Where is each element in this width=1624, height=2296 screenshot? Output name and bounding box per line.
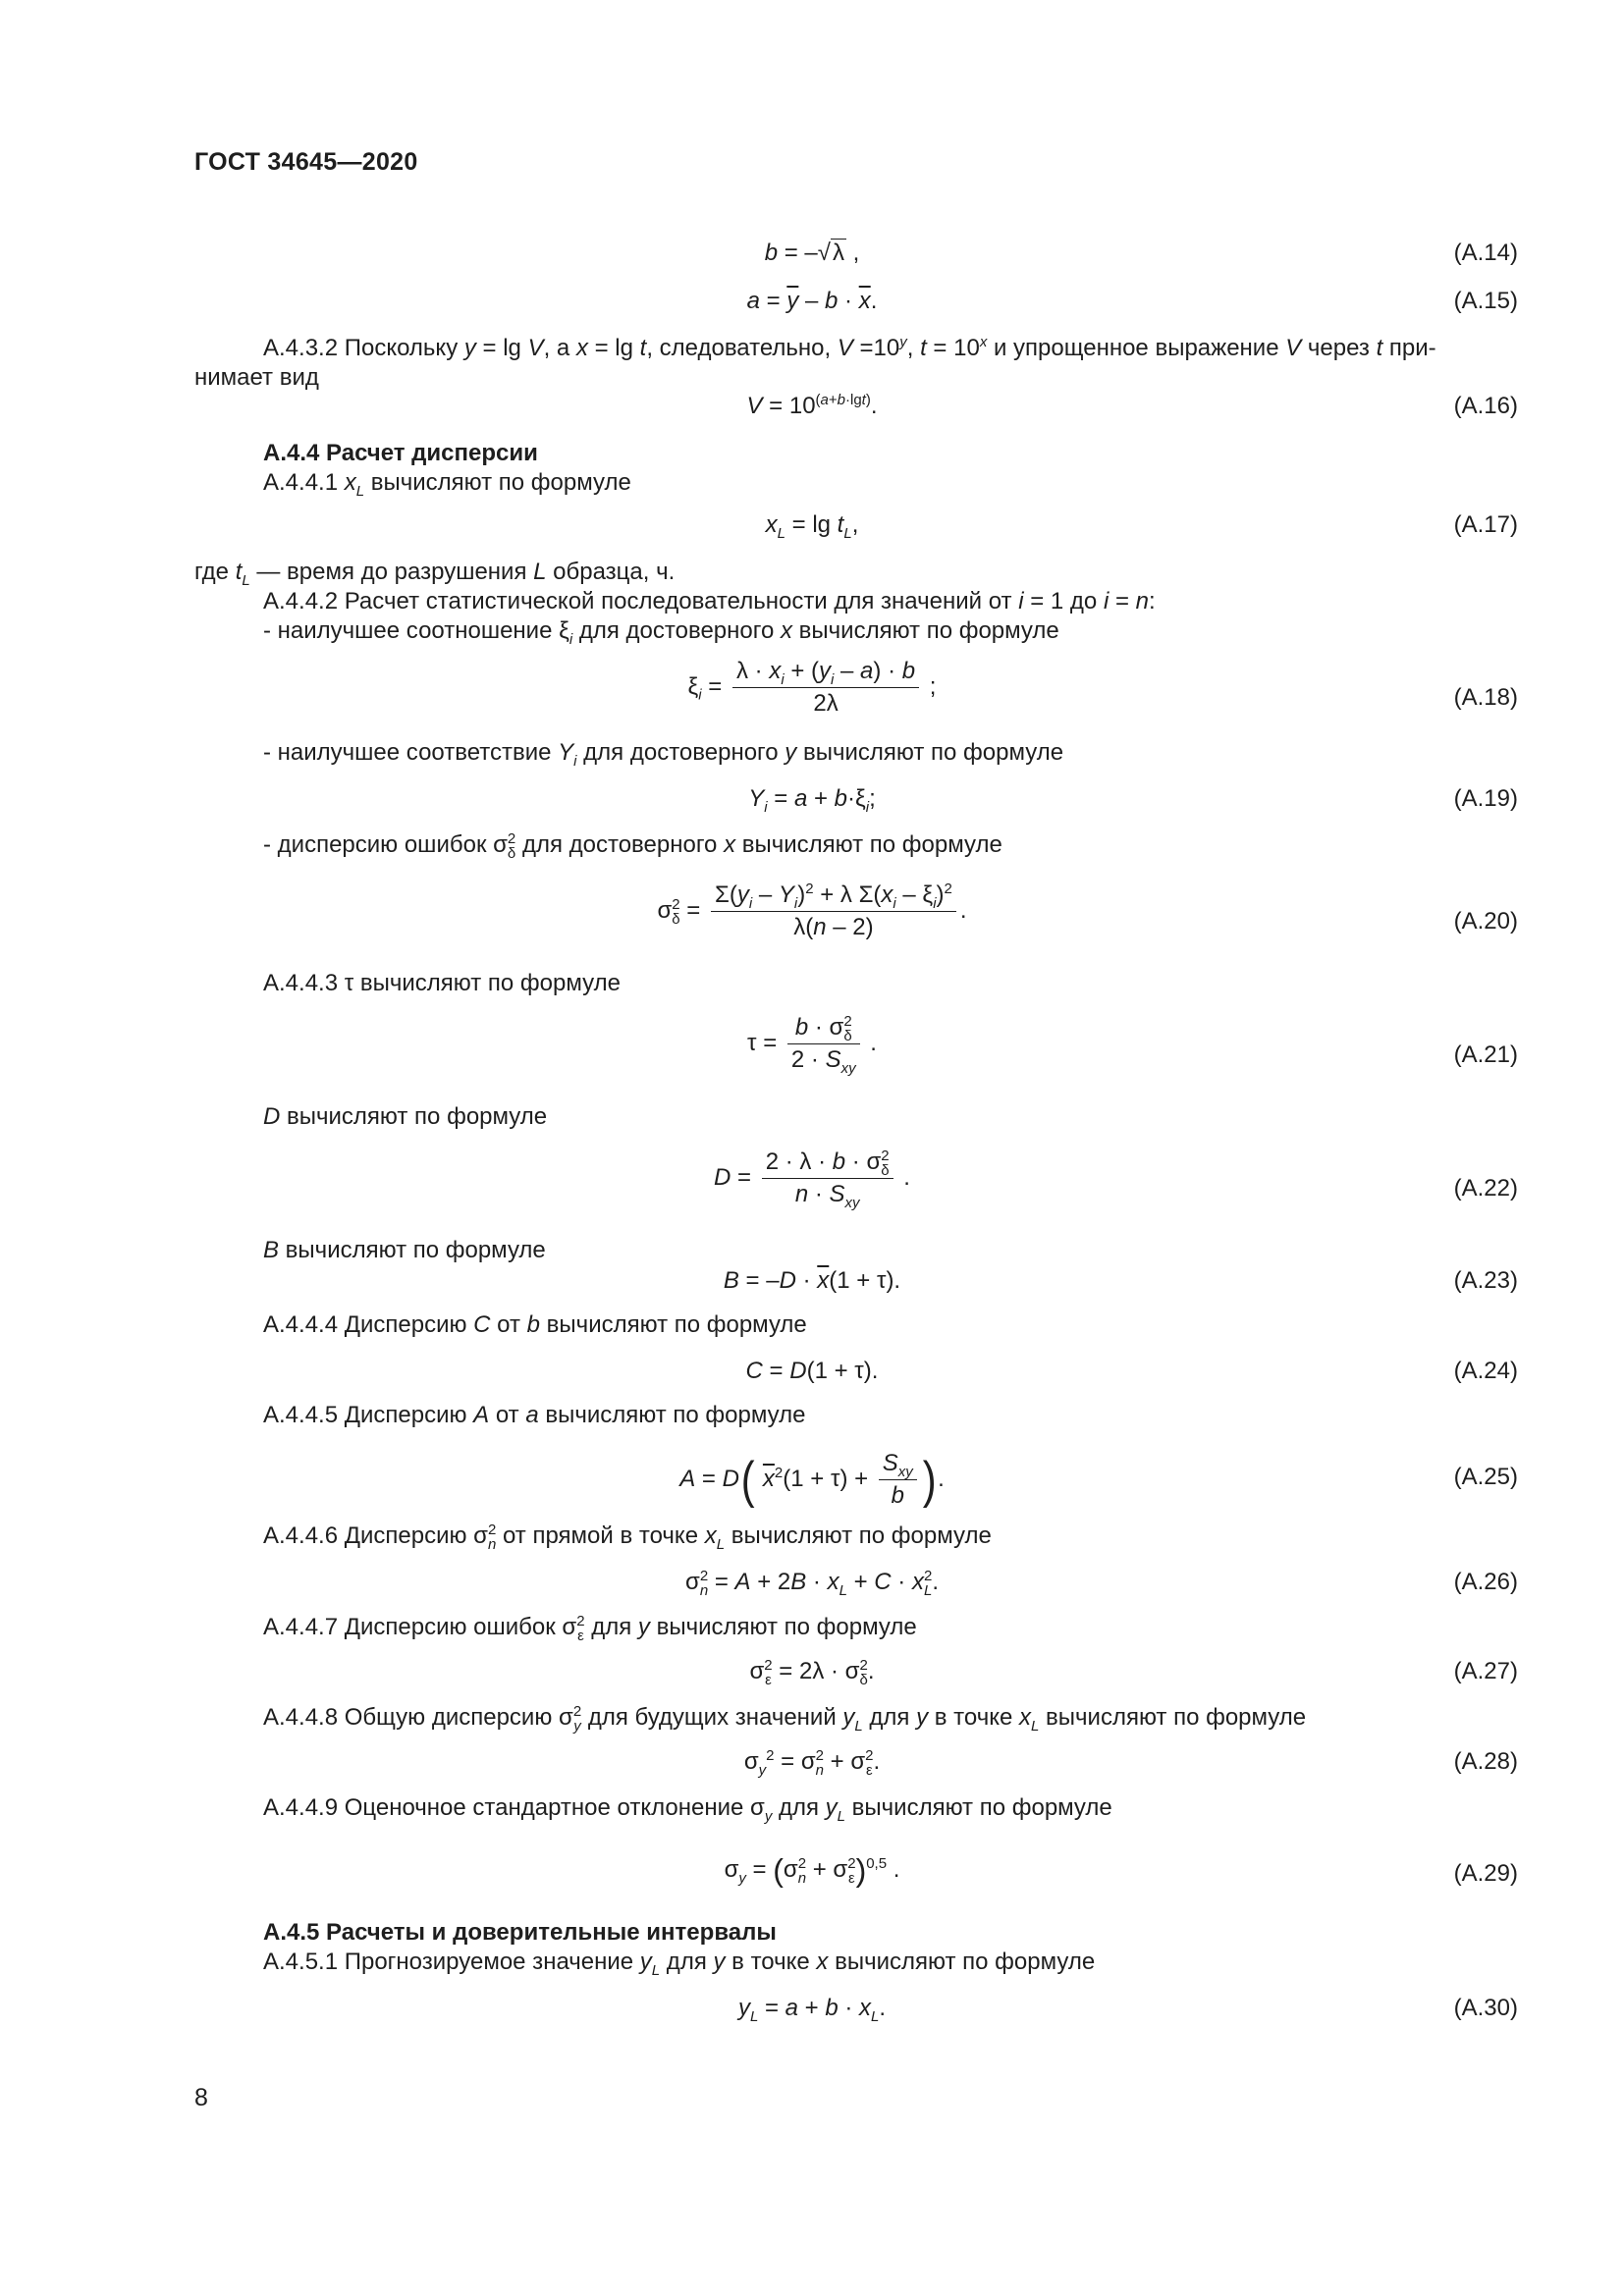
equation-number: (A.17) [1453,511,1518,538]
page-number: 8 [194,2084,208,2111]
equation-a27: σ 2 ε = 2λ · σ 2 δ . [749,1656,875,1688]
section-heading-a44: А.4.4 Расчет дисперсии [263,440,538,466]
equation-a28: $\sigma_y^2 = \sigma$ 2 n + σ 2 ε . [743,1746,881,1779]
paragraph-where: где $t_L$ — время до разрушения L образца, ч. [194,559,676,589]
equation-number: (A.27) [1453,1658,1518,1684]
equation-a14: b = –√λ , [764,240,860,266]
paragraph-a447: А.4.4.7 Дисперсию ошибок σ 2 ε для y вычисляют по формуле [263,1612,917,1644]
equation-number: (A.19) [1453,785,1518,812]
equation-number: (A.28) [1453,1748,1518,1775]
paragraph-a432: А.4.3.2 Поскольку y = lg V, а x = lg t, следовательно, $V =10^y$, $t = 10^x$ и упрощенное выражение V через t при- [263,334,1436,361]
paragraph-a451: А.4.5.1 Прогнозируемое значение $y_L$ для y в точке x вычисляют по формуле [263,1949,1096,1979]
equation-a24: C = D(1 + τ). [745,1358,879,1384]
equation-a22: D = 2 · λ · b · σ 2 δ $n \cdot S_{xy}$ . [714,1147,910,1211]
equation-number: (A.22) [1453,1175,1518,1201]
equation-number: (A.18) [1453,684,1518,711]
equation-number: (A.29) [1453,1860,1518,1887]
equation-number: (A.20) [1453,908,1518,934]
paragraph-d: D вычисляют по формуле [263,1103,548,1130]
paragraph-a432-cont: нимает вид [194,364,319,391]
section-heading-a45: А.4.5 Расчеты и доверительные интервалы [263,1919,777,1946]
equation-a16: $V = 10^{(a+b\cdot lgt)}$. [746,392,878,419]
paragraph-a442: А.4.4.2 Расчет статистической последовательности для значений от i = 1 до i = n: [263,588,1156,614]
equation-a29: $\sigma_y = (\sigma$ 2 n + σ 2 ε )$^{0,5}$ . [724,1852,900,1889]
paragraph-a443: А.4.4.3 τ вычисляют по формуле [263,970,621,996]
equation-a15: $a = \overline{y} - b \cdot \overline{x}$. [746,288,878,314]
list-item: - наилучшее соответствие $Y_i$ для достоверного y вычисляют по формуле [263,739,1064,770]
document-header: ГОСТ 34645—2020 [194,148,418,176]
paragraph-a448: А.4.4.8 Общую дисперсию σ 2 y для будущих значений $y_L$ для y в точке $x_L$ вычисляют по формуле [263,1702,1307,1735]
equation-a17: $x_L = \lg t_L$, [765,511,859,542]
equation-a25: A = D( $\overline{x}^2(1 + \tau)$ + $\frac{S_{xy}}{b}$ ). [679,1450,945,1509]
equation-number: (A.26) [1453,1569,1518,1595]
equation-a18: $\xi_i$ = $\frac{\lambda \cdot x_i + (y_i - a) \cdot b}{2\lambda}$ ; [687,658,937,717]
equation-a30: $y_L = a + b \cdot x_L$. [737,1995,887,2025]
list-item: - наилучшее соотношение $\xi_i$ для достоверного x вычисляют по формуле [263,617,1059,648]
paragraph-a441: А.4.4.1 $x_L$ вычисляют по формуле [263,469,631,500]
equation-a21: τ = b · σ 2 δ $2 \cdot S_{xy}$ . [747,1012,877,1077]
equation-number: (A.23) [1453,1267,1518,1294]
equation-number: (A.14) [1453,240,1518,266]
equation-number: (A.16) [1453,393,1518,419]
paragraph-a449: А.4.4.9 Оценочное стандартное отклонение $\sigma_y$ для $y_L$ вычисляют по формуле [263,1794,1112,1825]
equation-a20: σ 2 δ = $\frac{\Sigma(y_i - Y_i)^2 + \lambda \Sigma(x_i - \xi_i)^2}{\lambda(n - 2)}$ . [657,881,967,940]
equation-a19: $Y_i = a + b\cdot\xi_i$; [748,785,876,816]
equation-a26: σ 2 n = $A + 2B \cdot x_L + C \cdot x$ 2 L . [685,1567,939,1599]
paragraph-a446: А.4.4.6 Дисперсию σ 2 n от прямой в точке $x_L$ вычисляют по формуле [263,1521,992,1553]
paragraph-b: B вычисляют по формуле [263,1237,546,1263]
equation-number: (A.30) [1453,1995,1518,2021]
equation-number: (A.25) [1453,1464,1518,1490]
equation-number: (A.24) [1453,1358,1518,1384]
equation-number: (A.15) [1453,288,1518,314]
list-item: - дисперсию ошибок σ 2 δ для достоверного x вычисляют по формуле [263,829,1002,862]
paragraph-a444: А.4.4.4 Дисперсию C от b вычисляют по формуле [263,1311,807,1338]
equation-a23: $B = -D \cdot \overline{x}(1 + \tau)$. [723,1267,901,1294]
paragraph-a445: А.4.4.5 Дисперсию A от a вычисляют по формуле [263,1402,806,1428]
equation-number: (A.21) [1453,1041,1518,1068]
